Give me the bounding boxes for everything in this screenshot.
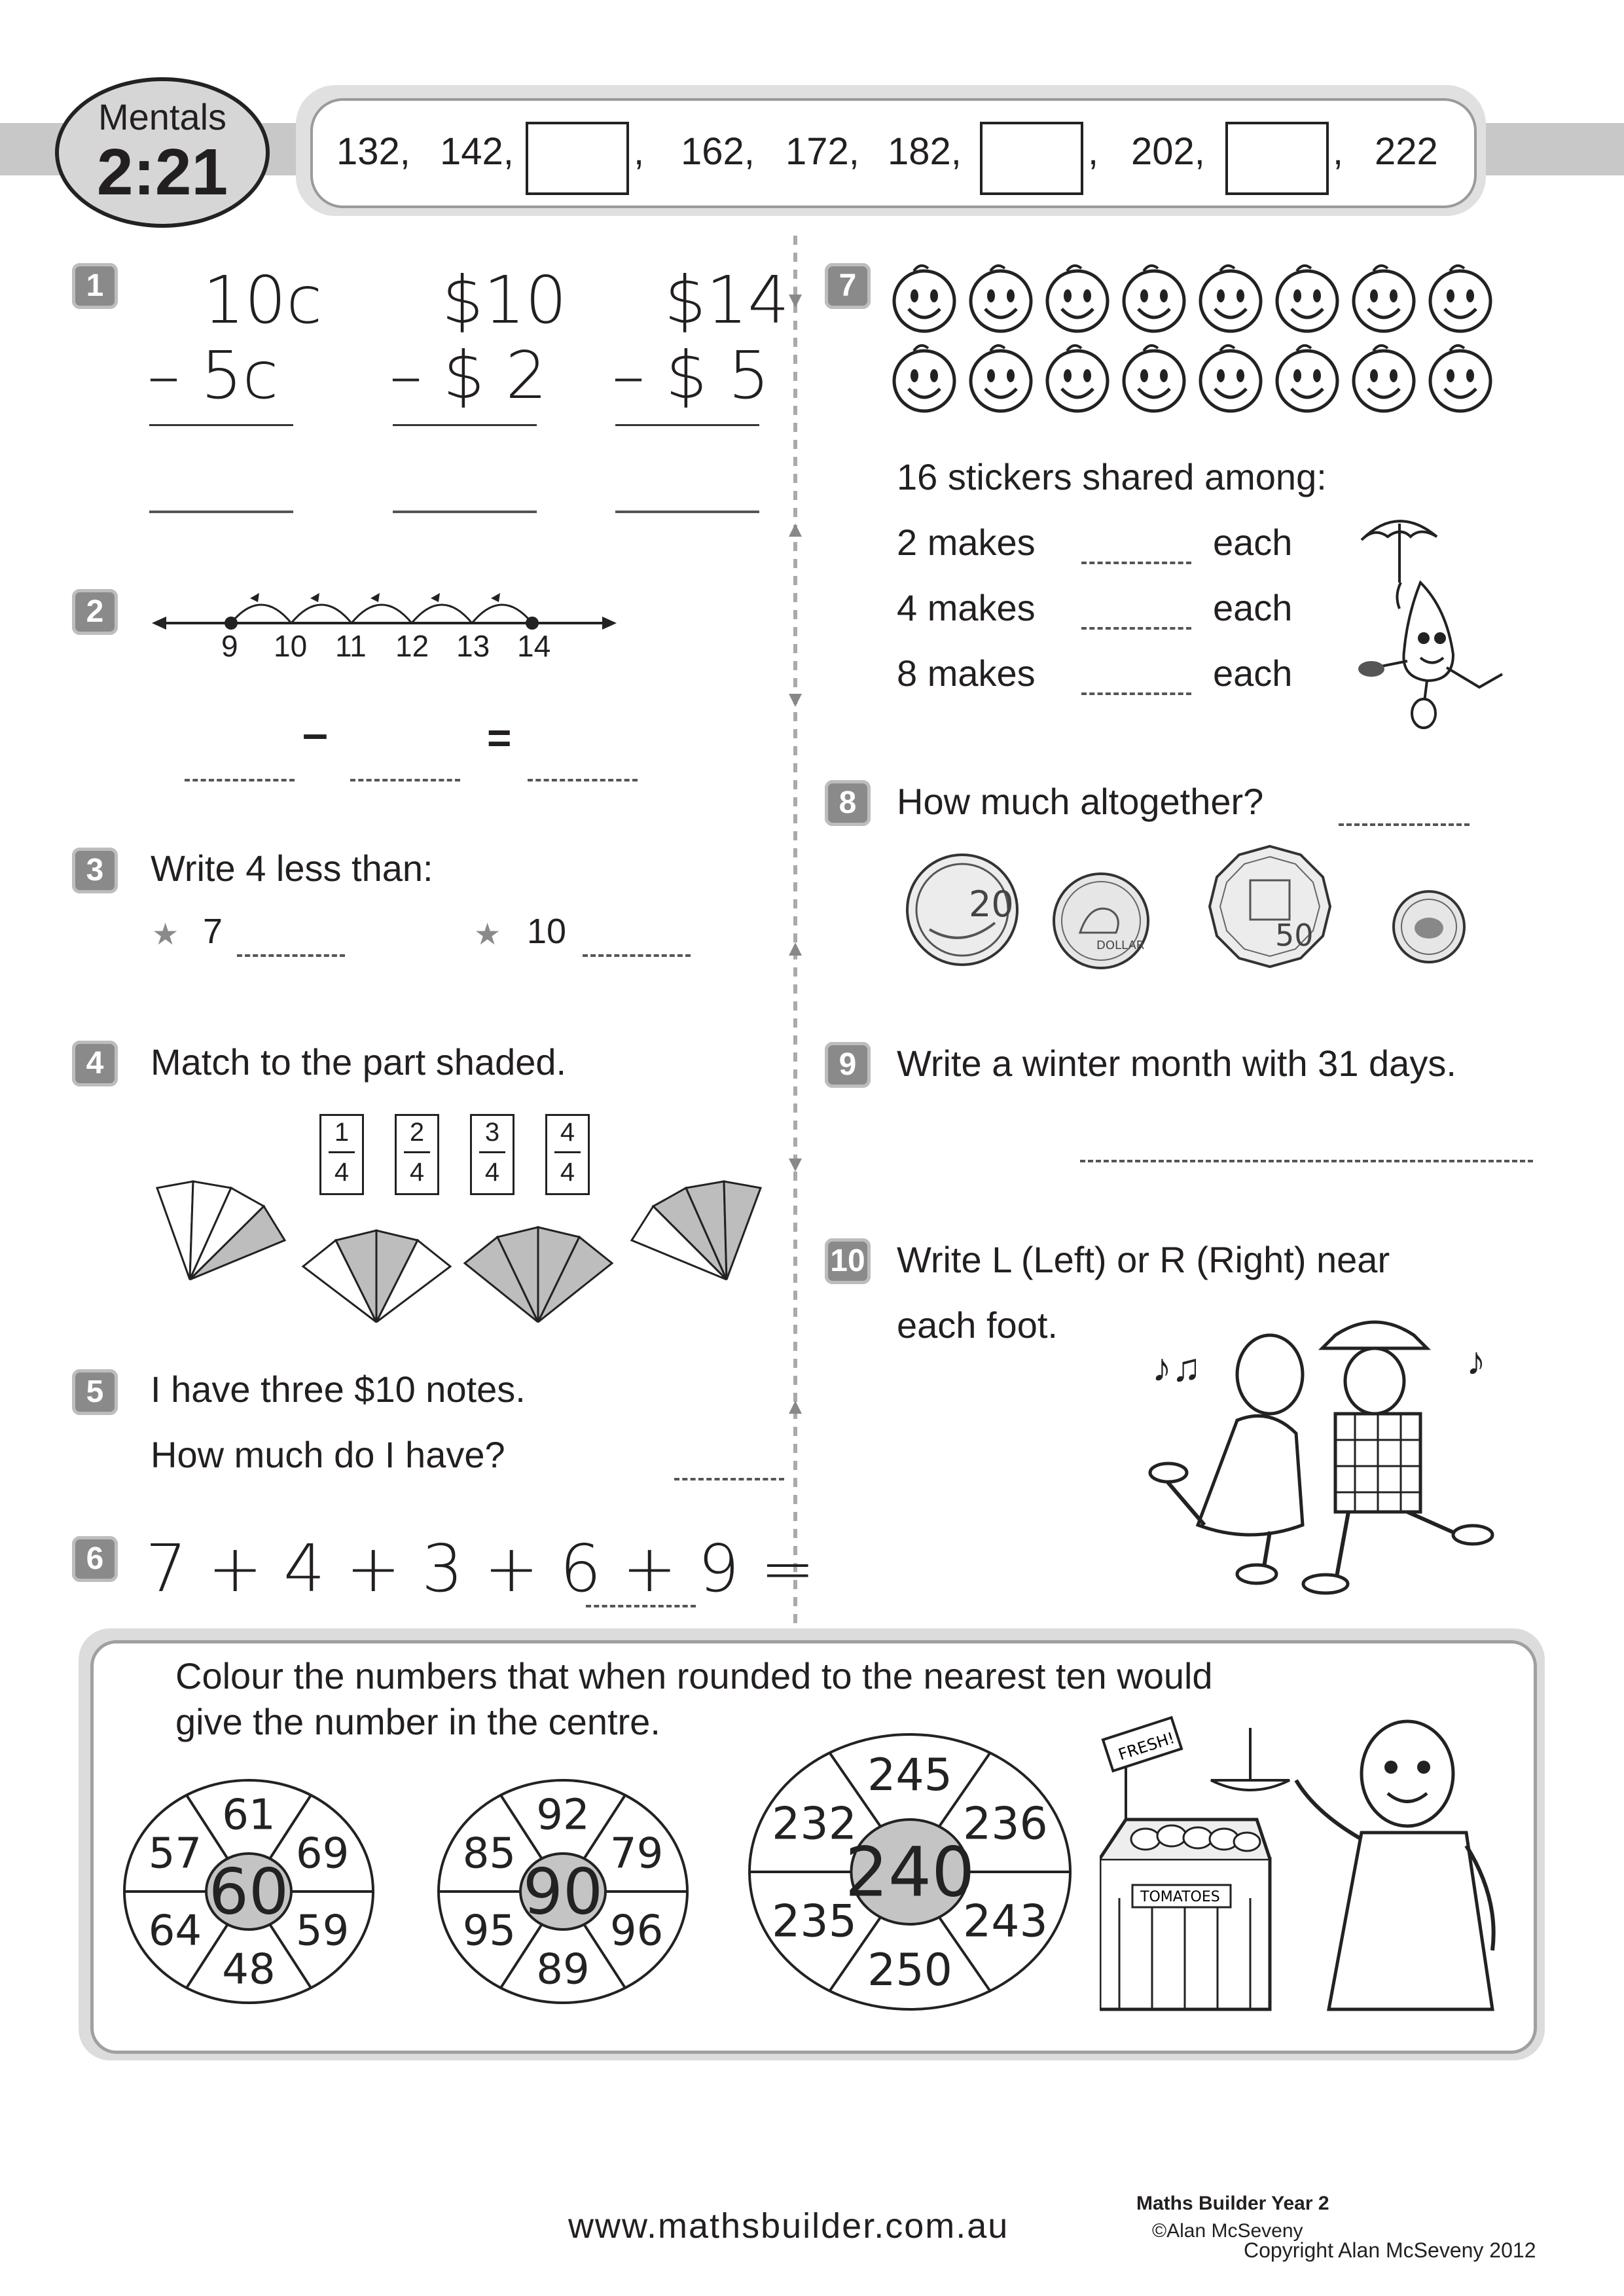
q1-sum1-top: 10c xyxy=(203,262,323,338)
seq-value: 132, xyxy=(336,130,410,173)
smiley-sticker-icon xyxy=(1124,266,1184,331)
fraction-bar xyxy=(554,1151,581,1153)
fan-shape-4[interactable] xyxy=(628,1175,766,1286)
dancing-couple-illustration xyxy=(1139,1309,1506,1597)
number-line-tick: 10 xyxy=(274,629,308,663)
wheel-number[interactable]: 85 xyxy=(462,1829,516,1878)
q1-sum2-rule xyxy=(393,424,537,426)
fresh-sign-label: FRESH! xyxy=(1116,1729,1177,1765)
question-number-4: 4 xyxy=(72,1041,118,1086)
number-line-tick: 14 xyxy=(517,629,551,663)
wheel-centre-number: 60 xyxy=(208,1855,289,1929)
greengrocer-illustration xyxy=(1100,1702,1525,2016)
sticker-grid xyxy=(890,263,1499,420)
music-note-icon: ♪♫ xyxy=(1152,1346,1201,1390)
fraction-denominator: 4 xyxy=(409,1158,425,1187)
q2-answer-blank[interactable] xyxy=(528,779,638,781)
q1-sum1-answer-line[interactable] xyxy=(149,511,293,513)
badge-word: Mentals xyxy=(98,96,227,137)
seq-value: 142, xyxy=(440,130,514,173)
wheel-number[interactable]: 232 xyxy=(772,1798,857,1850)
rounding-wheel xyxy=(439,1780,687,2003)
q3-answer-blank[interactable] xyxy=(237,954,345,957)
number-line-tick: 9 xyxy=(221,629,238,663)
q7-intro: 16 stickers shared among: xyxy=(897,456,1327,497)
fan-shape-1[interactable] xyxy=(154,1175,291,1286)
q7-answer-blank[interactable] xyxy=(1081,692,1191,695)
wheel-number[interactable]: 48 xyxy=(222,1945,276,1994)
smiley-sticker-icon xyxy=(1277,266,1337,331)
smiley-sticker-icon xyxy=(1430,266,1490,331)
fraction-card[interactable] xyxy=(319,1114,364,1195)
fraction-card[interactable] xyxy=(470,1114,514,1195)
seq-comma: , xyxy=(1088,130,1099,173)
q7-row-label: 2 makes xyxy=(897,522,1036,563)
smiley-sticker-icon xyxy=(1047,266,1108,331)
fraction-numerator: 3 xyxy=(484,1118,500,1147)
tomatoes-sign-label: TOMATOES xyxy=(1140,1889,1220,1905)
q7-row-label: 8 makes xyxy=(897,653,1036,694)
smiley-sticker-icon xyxy=(971,266,1031,331)
q7-row-suffix: each xyxy=(1213,653,1293,694)
question-number-10: 10 xyxy=(825,1238,871,1284)
fan-shape-2[interactable] xyxy=(300,1227,454,1325)
fraction-numerator: 1 xyxy=(334,1118,350,1147)
q5-line1: I have three $10 notes. xyxy=(151,1369,526,1410)
q1-sum1-bottom: – 5c xyxy=(147,337,279,414)
question-number-1: 1 xyxy=(72,263,118,309)
fraction-denominator: 4 xyxy=(484,1158,500,1187)
wheel-number[interactable]: 69 xyxy=(295,1829,350,1878)
q7-answer-blank[interactable] xyxy=(1081,562,1191,564)
wheel-number[interactable]: 79 xyxy=(609,1829,664,1878)
q7-row-suffix: each xyxy=(1213,522,1293,563)
q1-sum3-answer-line[interactable] xyxy=(615,511,759,513)
footer-author: ©Alan McSeveny xyxy=(1152,2220,1303,2242)
q2-minus-sign: – xyxy=(302,708,328,759)
badge-number: 2:21 xyxy=(96,135,228,209)
wheel-number[interactable]: 243 xyxy=(963,1895,1048,1948)
fraction-numerator: 4 xyxy=(560,1118,575,1147)
smiley-sticker-icon xyxy=(1200,266,1261,331)
sequence-answer-box[interactable] xyxy=(1225,122,1329,195)
smiley-sticker-icon xyxy=(971,346,1031,411)
wheel-number[interactable]: 236 xyxy=(963,1798,1048,1850)
wheel-number[interactable]: 57 xyxy=(148,1829,202,1878)
mentals-badge xyxy=(55,77,270,228)
q1-sum2-answer-line[interactable] xyxy=(393,511,537,513)
q1-sum3-rule xyxy=(615,424,759,426)
seq-value: 202, xyxy=(1131,130,1205,173)
smiley-sticker-icon xyxy=(1430,346,1490,411)
wheel-number[interactable]: 250 xyxy=(867,1944,952,1996)
fraction-bar xyxy=(479,1151,505,1153)
q3-value-10: 10 xyxy=(527,912,567,951)
coin-5c-icon xyxy=(1391,889,1467,965)
q8-prompt: How much altogether? xyxy=(897,781,1264,822)
footer-copyright: Copyright Alan McSeveny 2012 xyxy=(1244,2238,1536,2262)
fraction-bar xyxy=(329,1151,355,1153)
question-number-6: 6 xyxy=(72,1536,118,1582)
q5-line2: How much do I have? xyxy=(151,1434,505,1475)
rounding-instruction-line2: give the number in the centre. xyxy=(175,1701,660,1742)
number-line-tick: 12 xyxy=(395,629,429,663)
wheel-number[interactable]: 61 xyxy=(222,1791,276,1840)
number-line-tick: 13 xyxy=(456,629,490,663)
sequence-answer-box[interactable] xyxy=(980,122,1083,195)
q1-sum2-top: $10 xyxy=(442,262,567,338)
smiley-sticker-icon xyxy=(1354,266,1414,331)
footer-book-title: Maths Builder Year 2 xyxy=(1136,2193,1329,2214)
coin-50c-label: 50 xyxy=(1275,918,1314,953)
coin-dollar-icon xyxy=(1051,870,1152,972)
seq-comma: , xyxy=(634,130,645,173)
fraction-denominator: 4 xyxy=(560,1158,575,1187)
q2-answer-blank[interactable] xyxy=(185,779,295,781)
wheel-number[interactable]: 245 xyxy=(867,1749,952,1801)
q4-prompt: Match to the part shaded. xyxy=(151,1041,567,1083)
column-divider xyxy=(779,236,812,1676)
q1-sum3-bottom: – $ 5 xyxy=(612,337,770,414)
wheel-number[interactable]: 59 xyxy=(295,1907,350,1956)
seq-value: 222 xyxy=(1375,130,1438,173)
q2-equals-sign: = xyxy=(487,714,512,761)
q1-sum1-rule xyxy=(149,424,293,426)
rounding-instruction-line1: Colour the numbers that when rounded to the nearest ten would xyxy=(175,1655,1213,1696)
coin-50c-icon xyxy=(1204,841,1335,972)
rounding-wheel xyxy=(124,1780,373,2003)
wheel-number[interactable]: 64 xyxy=(148,1907,202,1956)
wheel-centre-number: 240 xyxy=(844,1832,975,1912)
question-number-2: 2 xyxy=(72,589,118,635)
fraction-denominator: 4 xyxy=(334,1158,350,1187)
coin-dollar-label: DOLLAR xyxy=(1096,939,1145,952)
q3-answer-blank[interactable] xyxy=(583,954,691,957)
rounding-wheel xyxy=(749,1734,1070,2009)
question-number-9: 9 xyxy=(825,1042,871,1088)
q8-answer-blank[interactable] xyxy=(1339,823,1470,826)
question-number-7: 7 xyxy=(825,263,871,309)
footer-url[interactable]: www.mathsbuilder.com.au xyxy=(568,2206,1009,2246)
q7-answer-blank[interactable] xyxy=(1081,627,1191,630)
coin-20c-icon xyxy=(903,851,1021,969)
smiley-sticker-icon xyxy=(894,266,954,331)
smiley-sticker-icon xyxy=(1124,346,1184,411)
smiley-sticker-icon xyxy=(1047,346,1108,411)
question-number-5: 5 xyxy=(72,1369,118,1415)
fraction-card[interactable] xyxy=(395,1114,439,1195)
number-line-tick: 11 xyxy=(335,629,367,663)
question-number-8: 8 xyxy=(825,780,871,826)
smiley-sticker-icon xyxy=(1277,346,1337,411)
fraction-card[interactable] xyxy=(545,1114,590,1195)
q10-line1: Write L (Left) or R (Right) near xyxy=(897,1239,1390,1280)
fraction-bar xyxy=(404,1151,430,1153)
sequence-answer-box[interactable] xyxy=(526,122,629,195)
wheel-number[interactable]: 95 xyxy=(462,1907,516,1956)
q7-row-label: 4 makes xyxy=(897,587,1036,628)
question-number-3: 3 xyxy=(72,848,118,893)
smiley-sticker-icon xyxy=(1354,346,1414,411)
seq-value: 182, xyxy=(888,130,962,173)
q5-answer-blank[interactable] xyxy=(674,1478,784,1480)
q7-row-suffix: each xyxy=(1213,587,1293,628)
coin-20c-label: 20 xyxy=(969,884,1014,925)
music-note-icon: ♪ xyxy=(1466,1339,1486,1383)
q6-answer-blank[interactable] xyxy=(586,1605,696,1607)
fraction-numerator: 2 xyxy=(409,1118,425,1147)
q1-sum3-top: $14 xyxy=(664,262,789,338)
q3-value-7: 7 xyxy=(203,912,223,951)
star-icon: ★ xyxy=(152,917,179,951)
seq-value: 162, xyxy=(681,130,755,173)
q10-line2: each foot. xyxy=(897,1304,1058,1346)
wheel-number[interactable]: 96 xyxy=(609,1907,664,1956)
wheel-number[interactable]: 92 xyxy=(536,1791,590,1840)
raindrop-umbrella-illustration xyxy=(1348,511,1525,733)
star-icon: ★ xyxy=(474,917,501,951)
wheel-centre-number: 90 xyxy=(522,1855,604,1929)
smiley-sticker-icon xyxy=(1200,346,1261,411)
q6-expression: 7 + 4 + 3 + 6 + 9 = xyxy=(145,1530,816,1607)
fan-shape-3[interactable] xyxy=(461,1224,615,1325)
smiley-sticker-icon xyxy=(894,346,954,411)
q9-prompt: Write a winter month with 31 days. xyxy=(897,1043,1456,1084)
seq-comma: , xyxy=(1333,130,1344,173)
rounding-wheels xyxy=(118,1728,1113,2016)
q9-answer-blank[interactable] xyxy=(1080,1160,1533,1162)
wheel-number[interactable]: 235 xyxy=(772,1895,857,1948)
q3-prompt: Write 4 less than: xyxy=(151,848,433,889)
q2-answer-blank[interactable] xyxy=(350,779,460,781)
seq-value: 172, xyxy=(785,130,859,173)
q1-sum2-bottom: – $ 2 xyxy=(389,337,547,414)
wheel-number[interactable]: 89 xyxy=(536,1945,590,1994)
